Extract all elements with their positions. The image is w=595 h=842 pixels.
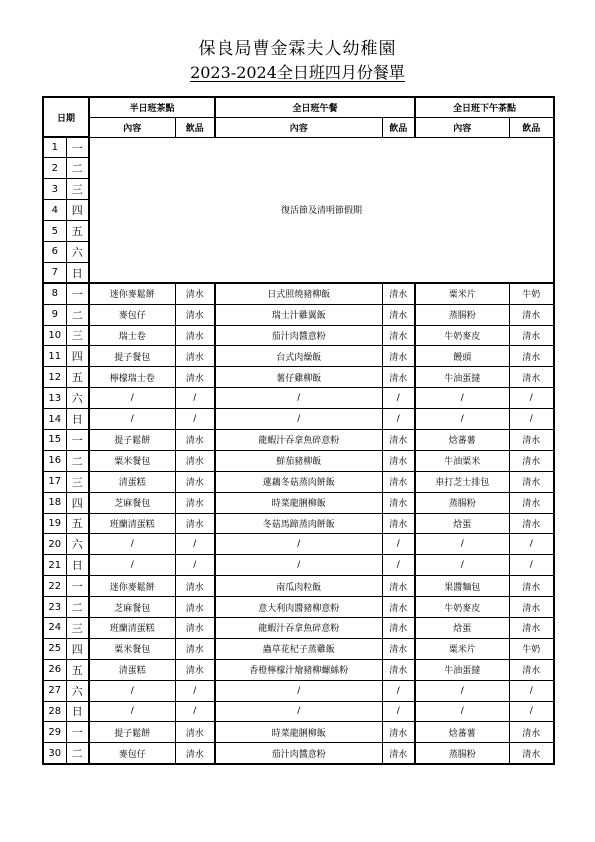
- table-row: [43, 743, 554, 764]
- pm-drink: 牛奶: [509, 283, 554, 304]
- pm-drink: /: [509, 409, 554, 430]
- lunch-content: 意大利肉醬豬柳意粉: [215, 597, 382, 618]
- pm-content: 焓蕃薯: [415, 429, 509, 450]
- lunch-drink: 清水: [382, 304, 415, 325]
- pm-content: 焓蕃薯: [415, 722, 509, 743]
- pm-drink: 清水: [509, 492, 554, 513]
- lunch-content: /: [215, 701, 382, 722]
- table-row: [43, 471, 554, 492]
- lunch-content: /: [215, 555, 382, 576]
- snack-drink: 清水: [175, 471, 215, 492]
- day-number: 2: [43, 158, 66, 179]
- table-row: [43, 325, 554, 346]
- pm-content: /: [415, 680, 509, 701]
- pm-drink: 清水: [509, 722, 554, 743]
- day-number: 13: [43, 388, 66, 409]
- snack-drink: 清水: [175, 429, 215, 450]
- pm-drink: 清水: [509, 450, 554, 471]
- snack-drink: 清水: [175, 304, 215, 325]
- weekday: 一: [66, 722, 89, 743]
- pm-content: 蒸腸粉: [415, 743, 509, 764]
- lunch-drink: 清水: [382, 492, 415, 513]
- snack-drink: /: [175, 701, 215, 722]
- weekday: 日: [66, 555, 89, 576]
- day-number: 15: [43, 429, 66, 450]
- lunch-content: 龍蝦汁吞拿魚碎意粉: [215, 617, 382, 638]
- weekday: 六: [66, 388, 89, 409]
- day-number: 7: [43, 262, 66, 283]
- weekday: 日: [66, 409, 89, 430]
- weekday: 日: [66, 262, 89, 283]
- day-number: 9: [43, 304, 66, 325]
- snack-content: 粟米餐包: [89, 638, 175, 659]
- snack-content: 提子餐包: [89, 346, 175, 367]
- snack-content: 班蘭清蛋糕: [89, 617, 175, 638]
- day-number: 12: [43, 367, 66, 388]
- snack-content: 迷你麥鬆餅: [89, 576, 175, 597]
- snack-content: 檸檬瑞士卷: [89, 367, 175, 388]
- day-number: 14: [43, 409, 66, 430]
- weekday: 二: [66, 158, 89, 179]
- pm-content: 車打芝士排包: [415, 471, 509, 492]
- menu-title-text: 2023-2024全日班四月份餐單: [190, 63, 405, 82]
- pm-content: /: [415, 409, 509, 430]
- pm-content: 牛油蛋撻: [415, 659, 509, 680]
- snack-drink-header: 飲品: [175, 117, 215, 137]
- weekday: 四: [66, 200, 89, 221]
- pm-drink: 清水: [509, 513, 554, 534]
- weekday: 五: [66, 367, 89, 388]
- weekday: 二: [66, 743, 89, 764]
- snack-content: 芝麻餐包: [89, 492, 175, 513]
- pm-content: 蒸腸粉: [415, 492, 509, 513]
- lunch-drink: /: [382, 701, 415, 722]
- snack-drink: 清水: [175, 722, 215, 743]
- day-number: 16: [43, 450, 66, 471]
- snack-drink: 清水: [175, 367, 215, 388]
- pm-drink: 清水: [509, 367, 554, 388]
- table-row: [43, 638, 554, 659]
- lunch-content: /: [215, 388, 382, 409]
- weekday: 六: [66, 534, 89, 555]
- lunch-content: 時菜龍脷柳飯: [215, 722, 382, 743]
- lunch-drink: /: [382, 388, 415, 409]
- table-row: [43, 492, 554, 513]
- lunch-drink: 清水: [382, 638, 415, 659]
- lunch-content: 蓮藕冬菇蒸肉餅飯: [215, 471, 382, 492]
- snack-drink: 清水: [175, 576, 215, 597]
- table-row: [43, 555, 554, 576]
- menu-title: [0, 60, 595, 83]
- pm-drink: /: [509, 388, 554, 409]
- weekday: 六: [66, 241, 89, 262]
- weekday: 三: [66, 325, 89, 346]
- lunch-content: 冬菇馬蹄蒸肉餅飯: [215, 513, 382, 534]
- day-number: 26: [43, 659, 66, 680]
- holiday-notice: 復活節及清明節假期: [89, 137, 554, 283]
- lunch-content: /: [215, 534, 382, 555]
- lunch-drink: /: [382, 409, 415, 430]
- snack-content-header: 內容: [89, 117, 175, 137]
- pm-content: /: [415, 534, 509, 555]
- weekday: 三: [66, 471, 89, 492]
- lunch-content: /: [215, 409, 382, 430]
- pm-drink: 清水: [509, 429, 554, 450]
- pm-content: 牛奶麥皮: [415, 597, 509, 618]
- snack-content: /: [89, 680, 175, 701]
- weekday: 一: [66, 576, 89, 597]
- day-number: 19: [43, 513, 66, 534]
- snack-drink: 清水: [175, 638, 215, 659]
- pm-drink: 清水: [509, 617, 554, 638]
- snack-content: /: [89, 534, 175, 555]
- weekday: 三: [66, 617, 89, 638]
- pm-drink-header: 飲品: [509, 117, 554, 137]
- day-number: 1: [43, 137, 66, 158]
- snack-content: 瑞士卷: [89, 325, 175, 346]
- table-row: [43, 659, 554, 680]
- day-number: 27: [43, 680, 66, 701]
- lunch-drink: 清水: [382, 325, 415, 346]
- weekday: 五: [66, 221, 89, 242]
- lunch-drink: 清水: [382, 576, 415, 597]
- snack-drink: 清水: [175, 492, 215, 513]
- lunch-drink: 清水: [382, 367, 415, 388]
- lunch-content-header: 內容: [215, 117, 382, 137]
- snack-drink: 清水: [175, 597, 215, 618]
- lunch-content: 瑞士汁雞翼飯: [215, 304, 382, 325]
- day-number: 29: [43, 722, 66, 743]
- day-number: 17: [43, 471, 66, 492]
- lunch-drink: 清水: [382, 597, 415, 618]
- lunch-content: 蟲草花杞子蒸雞飯: [215, 638, 382, 659]
- lunch-drink: 清水: [382, 471, 415, 492]
- weekday: 二: [66, 597, 89, 618]
- pm-drink: 清水: [509, 576, 554, 597]
- pm-drink: 清水: [509, 659, 554, 680]
- snack-content: 芝麻餐包: [89, 597, 175, 618]
- pm-content: /: [415, 555, 509, 576]
- snack-drink: 清水: [175, 346, 215, 367]
- menu-body: [43, 137, 554, 764]
- menu-table: [42, 96, 555, 765]
- pm-drink: 清水: [509, 325, 554, 346]
- snack-content: 迷你麥鬆餅: [89, 283, 175, 304]
- snack-drink: 清水: [175, 513, 215, 534]
- day-number: 20: [43, 534, 66, 555]
- table-row: [43, 137, 554, 158]
- pm-content-header: 內容: [415, 117, 509, 137]
- pm-drink: /: [509, 534, 554, 555]
- lunch-drink: 清水: [382, 617, 415, 638]
- snack-drink: 清水: [175, 325, 215, 346]
- weekday: 日: [66, 701, 89, 722]
- day-number: 5: [43, 221, 66, 242]
- lunch-content: 茄汁肉醬意粉: [215, 743, 382, 764]
- table-row: [43, 367, 554, 388]
- pm-drink: 清水: [509, 597, 554, 618]
- full-day-afternoon-snack-header: 全日班下午茶點: [415, 97, 554, 117]
- snack-content: 粟米餐包: [89, 450, 175, 471]
- lunch-drink: 清水: [382, 429, 415, 450]
- day-number: 30: [43, 743, 66, 764]
- lunch-drink: 清水: [382, 513, 415, 534]
- snack-content: 麥包仔: [89, 743, 175, 764]
- lunch-content: 鮮茄豬柳飯: [215, 450, 382, 471]
- table-row: [43, 513, 554, 534]
- weekday: 二: [66, 304, 89, 325]
- table-row: [43, 680, 554, 701]
- weekday: 六: [66, 680, 89, 701]
- weekday: 四: [66, 638, 89, 659]
- weekday: 一: [66, 137, 89, 158]
- snack-content: /: [89, 409, 175, 430]
- day-number: 10: [43, 325, 66, 346]
- pm-content: 蒸腸粉: [415, 304, 509, 325]
- pm-content: 粟米片: [415, 638, 509, 659]
- day-number: 8: [43, 283, 66, 304]
- pm-content: 果醬麵包: [415, 576, 509, 597]
- lunch-drink: /: [382, 680, 415, 701]
- snack-content: /: [89, 388, 175, 409]
- day-number: 4: [43, 200, 66, 221]
- snack-content: /: [89, 701, 175, 722]
- day-number: 24: [43, 617, 66, 638]
- table-row: [43, 283, 554, 304]
- snack-drink: 清水: [175, 283, 215, 304]
- weekday: 四: [66, 346, 89, 367]
- day-number: 28: [43, 701, 66, 722]
- table-row: [43, 701, 554, 722]
- pm-content: 牛油粟米: [415, 450, 509, 471]
- pm-content: /: [415, 701, 509, 722]
- lunch-drink: 清水: [382, 743, 415, 764]
- snack-content: 提子鬆餅: [89, 722, 175, 743]
- pm-content: 饅頭: [415, 346, 509, 367]
- day-number: 11: [43, 346, 66, 367]
- snack-drink: /: [175, 555, 215, 576]
- table-row: [43, 388, 554, 409]
- lunch-content: 日式照燒豬柳飯: [215, 283, 382, 304]
- table-row: [43, 576, 554, 597]
- snack-content: 麥包仔: [89, 304, 175, 325]
- pm-content: 焓蛋: [415, 513, 509, 534]
- weekday: 三: [66, 179, 89, 200]
- snack-drink: 清水: [175, 617, 215, 638]
- weekday: 五: [66, 659, 89, 680]
- day-number: 21: [43, 555, 66, 576]
- lunch-content: 茄汁肉醬意粉: [215, 325, 382, 346]
- table-row: [43, 409, 554, 430]
- lunch-drink: 清水: [382, 346, 415, 367]
- pm-content: 焓蛋: [415, 617, 509, 638]
- pm-drink: 清水: [509, 471, 554, 492]
- pm-content: /: [415, 388, 509, 409]
- day-number: 3: [43, 179, 66, 200]
- pm-drink: /: [509, 555, 554, 576]
- weekday: 一: [66, 429, 89, 450]
- lunch-drink: /: [382, 555, 415, 576]
- full-day-lunch-header: 全日班午餐: [215, 97, 415, 117]
- lunch-content: 薯仔雞柳飯: [215, 367, 382, 388]
- snack-drink: /: [175, 680, 215, 701]
- pm-drink: /: [509, 701, 554, 722]
- snack-drink: 清水: [175, 450, 215, 471]
- school-name: 保良局曹金霖夫人幼稚園: [198, 39, 397, 59]
- snack-content: 提子鬆餅: [89, 429, 175, 450]
- lunch-drink-header: 飲品: [382, 117, 415, 137]
- table-row: [43, 534, 554, 555]
- day-number: 23: [43, 597, 66, 618]
- weekday: 二: [66, 450, 89, 471]
- snack-content: 清蛋糕: [89, 471, 175, 492]
- date-header: 日期: [43, 97, 89, 137]
- day-number: 22: [43, 576, 66, 597]
- snack-drink: /: [175, 409, 215, 430]
- snack-content: /: [89, 555, 175, 576]
- pm-drink: 清水: [509, 346, 554, 367]
- lunch-content: 台式肉燥飯: [215, 346, 382, 367]
- lunch-content: 南瓜肉粒飯: [215, 576, 382, 597]
- day-number: 25: [43, 638, 66, 659]
- lunch-drink: /: [382, 534, 415, 555]
- lunch-content: 時菜龍脷柳飯: [215, 492, 382, 513]
- half-day-snack-header: 半日班茶點: [89, 97, 215, 117]
- day-number: 6: [43, 241, 66, 262]
- snack-content: 清蛋糕: [89, 659, 175, 680]
- lunch-drink: 清水: [382, 722, 415, 743]
- pm-content: 牛奶麥皮: [415, 325, 509, 346]
- pm-drink: 牛奶: [509, 638, 554, 659]
- table-row: [43, 450, 554, 471]
- snack-content: 班蘭清蛋糕: [89, 513, 175, 534]
- lunch-drink: 清水: [382, 659, 415, 680]
- weekday: 四: [66, 492, 89, 513]
- snack-drink: 清水: [175, 743, 215, 764]
- table-row: [43, 429, 554, 450]
- table-row: [43, 304, 554, 325]
- table-row: [43, 617, 554, 638]
- lunch-content: 香橙檸檬汁燴豬柳螺絲粉: [215, 659, 382, 680]
- snack-drink: /: [175, 388, 215, 409]
- lunch-content: 龍蝦汁吞拿魚碎意粉: [215, 429, 382, 450]
- pm-drink: 清水: [509, 743, 554, 764]
- lunch-content: /: [215, 680, 382, 701]
- lunch-drink: 清水: [382, 450, 415, 471]
- day-number: 18: [43, 492, 66, 513]
- pm-drink: 清水: [509, 304, 554, 325]
- snack-drink: 清水: [175, 659, 215, 680]
- table-row: [43, 597, 554, 618]
- pm-content: 粟米片: [415, 283, 509, 304]
- snack-drink: /: [175, 534, 215, 555]
- weekday: 五: [66, 513, 89, 534]
- lunch-drink: 清水: [382, 283, 415, 304]
- pm-drink: /: [509, 680, 554, 701]
- table-row: [43, 722, 554, 743]
- table-row: [43, 346, 554, 367]
- pm-content: 牛油蛋撻: [415, 367, 509, 388]
- weekday: 一: [66, 283, 89, 304]
